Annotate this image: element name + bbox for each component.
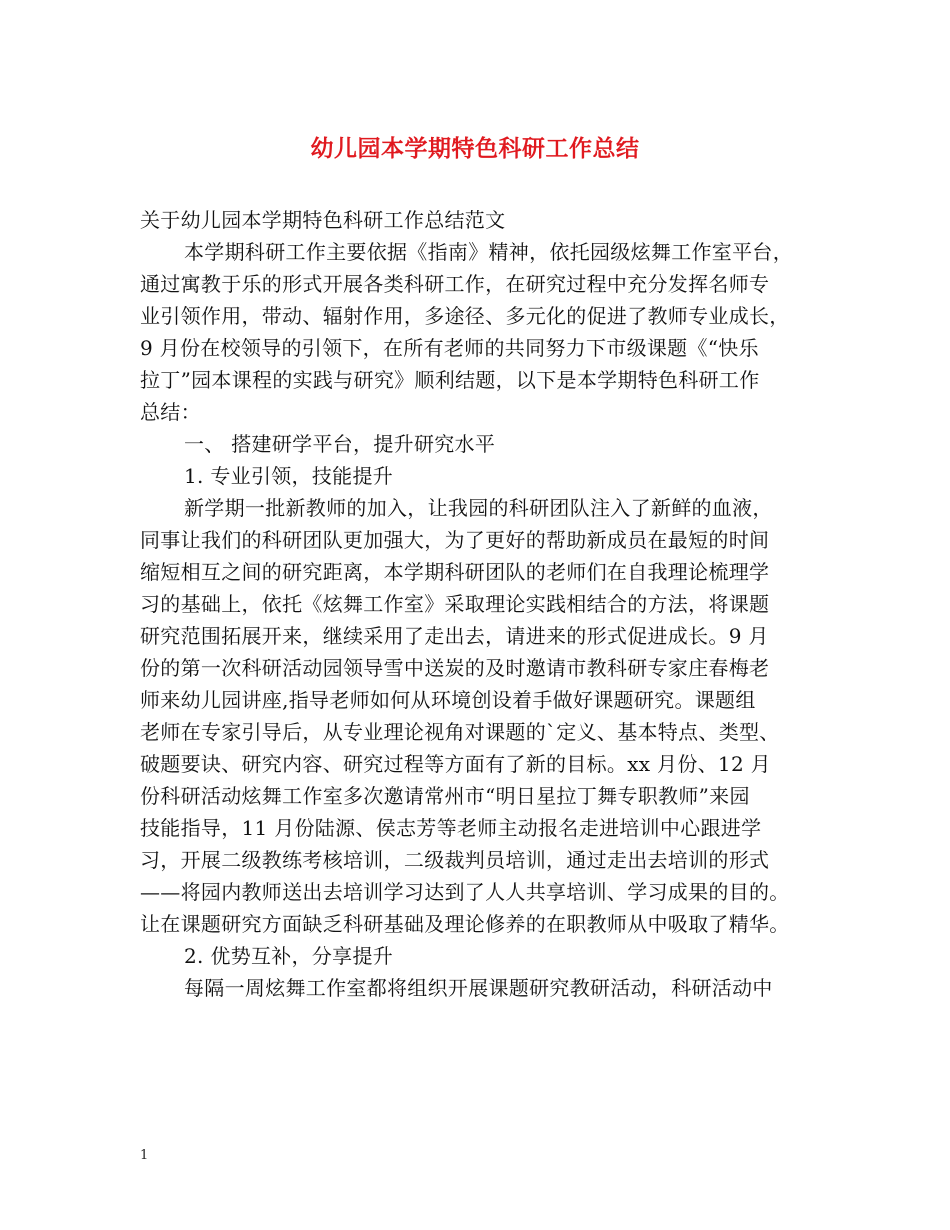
body-line: 业引领作用，带动、辐射作用，多途径、多元化的促进了教师专业成长， bbox=[140, 304, 790, 328]
body-line: 通过寓教于乐的形式开展各类科研工作，在研究过程中充分发挥名师专 bbox=[140, 272, 770, 296]
body-line: 份的第一次科研活动园领导雪中送炭的及时邀请市教科研专家庄春梅老 bbox=[140, 656, 770, 680]
body-line: 关于幼儿园本学期特色科研工作总结范文 bbox=[140, 208, 506, 232]
body-line: 习，开展二级教练考核培训，二级裁判员培训，通过走出去培训的形式 bbox=[140, 848, 770, 872]
body-line: 2. 优势互补，分享提升 bbox=[184, 944, 394, 968]
body-line: 研究范围拓展开来，继续采用了走出去，请进来的形式促进成长。9 月 bbox=[140, 624, 769, 648]
body-line: 让在课题研究方面缺乏科研基础及理论修养的在职教师从中吸取了精华。 bbox=[140, 912, 790, 936]
body-line: 老师在专家引导后，从专业理论视角对课题的`定义、基本特点、类型、 bbox=[140, 720, 780, 744]
body-line: ——将园内教师送出去培训学习达到了人人共享培训、学习成果的目的。 bbox=[140, 880, 790, 904]
body-line: 每隔一周炫舞工作室都将组织开展课题研究教研活动，科研活动中 bbox=[184, 976, 773, 1000]
body-line: 破题要诀、研究内容、研究过程等方面有了新的目标。xx 月份、12 月 bbox=[140, 752, 771, 776]
body-line: 师来幼儿园讲座,指导老师如何从环境创设着手做好课题研究。课题组 bbox=[140, 688, 756, 712]
body-line: 同事让我们的科研团队更加强大，为了更好的帮助新成员在最短的时间 bbox=[140, 528, 770, 552]
body-line: 新学期一批新教师的加入，让我园的科研团队注入了新鲜的血液， bbox=[184, 496, 773, 520]
body-line: 9 月份在校领导的引领下，在所有老师的共同努力下市级课题《“快乐 bbox=[140, 336, 759, 360]
body-line: 份科研活动炫舞工作室多次邀请常州市“明日星拉丁舞专职教师”来园 bbox=[140, 784, 750, 808]
body-line: 缩短相互之间的研究距离，本学期科研团队的老师们在自我理论梳理学 bbox=[140, 560, 770, 584]
body-line: 拉丁”园本课程的实践与研究》顺利结题，以下是本学期特色科研工作 bbox=[140, 368, 760, 392]
body-line: 1. 专业引领，技能提升 bbox=[184, 464, 394, 488]
body-line: 习的基础上，依托《炫舞工作室》采取理论实践相结合的方法，将课题 bbox=[140, 592, 770, 616]
body-line: 技能指导，11 月份陆源、侯志芳等老师主动报名走进培训中心跟进学 bbox=[140, 816, 762, 840]
body-line: 一、 搭建研学平台，提升研究水平 bbox=[184, 432, 496, 456]
document-title: 幼儿园本学期特色科研工作总结 bbox=[310, 135, 640, 162]
page-number: 1 bbox=[140, 1148, 149, 1163]
body-line: 本学期科研工作主要依据《指南》精神，依托园级炫舞工作室平台， bbox=[184, 240, 793, 264]
document-body bbox=[140, 204, 830, 1004]
body-line: 总结： bbox=[140, 400, 201, 424]
